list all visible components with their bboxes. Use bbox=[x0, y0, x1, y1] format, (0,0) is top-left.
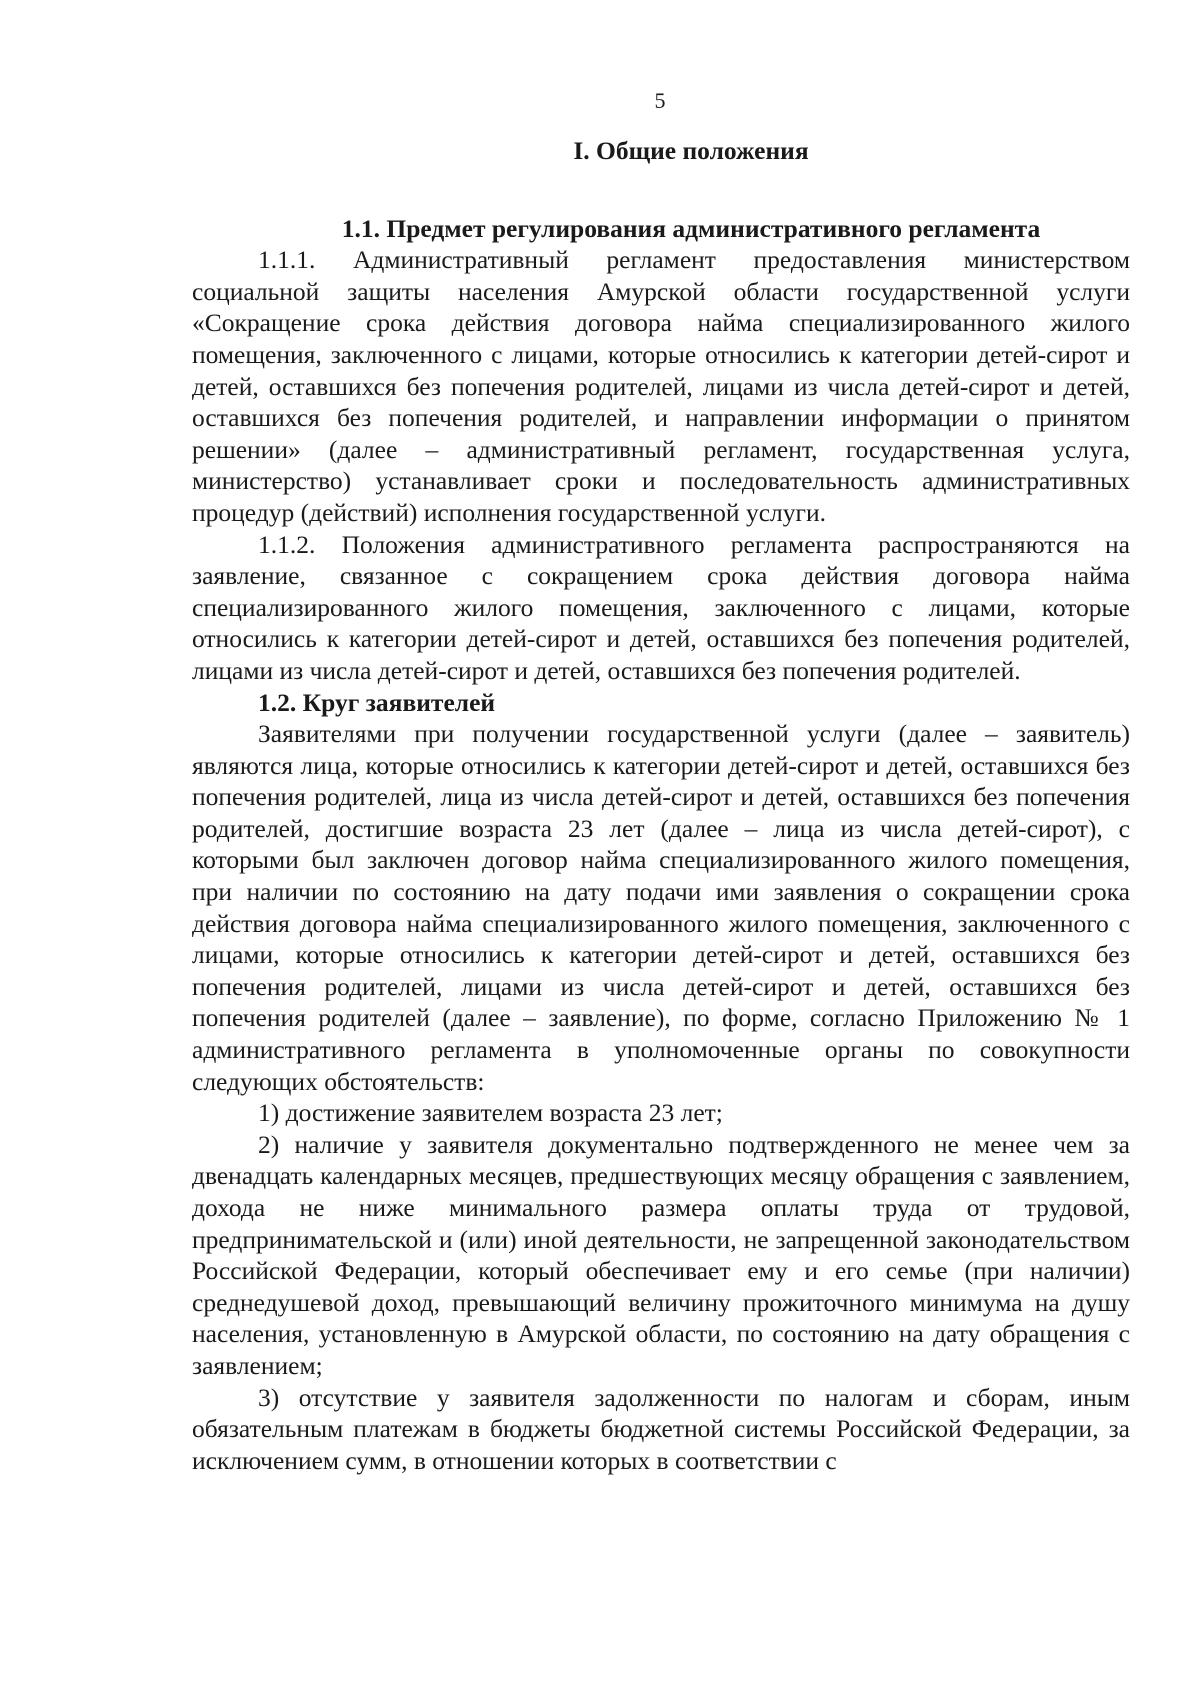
list-item-2: 2) наличие у заявителя документально подтвержденного не менее чем за двенадцать календарных месяцев, предшествующих месяцу обращения с заявлением, дохода не ниже минимального размера оплаты труда от трудовой, предпринимательской и (или) иной деятельности, не запрещенной законодательством Российской Федерации, который обеспечивает ему и его семье (при наличии) среднедушевой доход, превышающий величину прожиточного минимума на душу населения, установленную в Амурской области, по состоянию на дату обращения с заявлением; bbox=[192, 1129, 1130, 1380]
document-body bbox=[192, 135, 1130, 1476]
paragraph-1-1-1: 1.1.1. Административный регламент предоставления министерством социальной защиты населения Амурской области государственной услуги «Сокращение срока действия договора найма специализированного жилого помещения, заключенного с лицами, которые относились к категории детей-сирот и детей, оставшихся без попечения родителей, лицами из числа детей-сирот и детей, оставшихся без попечения родителей, и направлении информации о принятом решении» (далее – административный регламент, государственная услуга, министерство) устанавливает сроки и последовательность административных процедур (действий) исполнения государственной услуги. bbox=[192, 245, 1130, 527]
section-title-1-1: 1.1. Предмет регулирования административного регламента bbox=[341, 213, 1041, 243]
paragraph-1-1-2: 1.1.2. Положения административного регламента распространяются на заявление, связанное с сокращением срока действия договора найма специализированного жилого помещения, заключенного с лицами, которые относились к категории детей-сирот и детей, оставшихся без попечения родителей, лицами из числа детей-сирот и детей, оставшихся без попечения родителей. bbox=[192, 529, 1130, 685]
page-number: 5 bbox=[654, 88, 666, 113]
paragraph-applicants: Заявителями при получении государственной услуги (далее – заявитель) являются лица, которые относились к категории детей-сирот и детей, оставшихся без попечения родителей, лица из числа детей-сирот и детей, оставшихся без попечения родителей, достигшие возраста 23 лет (далее – лица из числа детей-сирот), с которыми был заключен договор найма специализированного жилого помещения, при наличии по состоянию на дату подачи ими заявления о сокращении срока действия договора найма специализированного жилого помещения, заключенного с лицами, которые относились к категории детей-сирот и детей, оставшихся без попечения родителей, лицами из числа детей-сирот и детей, оставшихся без попечения родителей (далее – заявление), по форме, согласно Приложению № 1 административного регламента в уполномоченные органы по совокупности следующих обстоятельств: bbox=[192, 719, 1130, 1096]
list-item-1: 1) достижение заявителем возраста 23 лет; bbox=[258, 1098, 723, 1128]
chapter-title: I. Общие положения bbox=[573, 136, 809, 165]
list-item-3: 3) отсутствие у заявителя задолженности по налогам и сборам, иным обязательным платежам в бюджеты бюджетной системы Российской Федерации, за исключением сумм, в отношении которых в соответствии с bbox=[192, 1382, 1130, 1475]
section-title-1-2: 1.2. Круг заявителей bbox=[258, 687, 496, 717]
